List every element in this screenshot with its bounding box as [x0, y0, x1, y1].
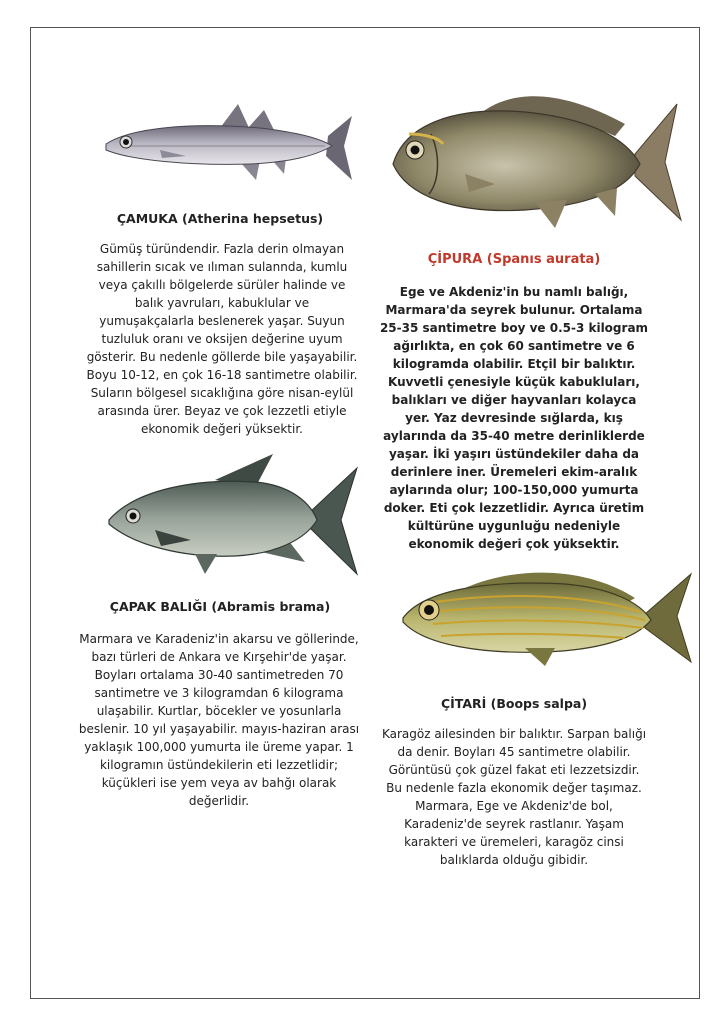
- capak-fish-image: [95, 450, 360, 580]
- camuka-fish-image: [100, 98, 355, 193]
- capak-title: ÇAPAK BALIĞI (Abramis brama): [109, 599, 331, 614]
- citari-title: ÇİTARİ (Boops salpa): [440, 696, 588, 711]
- capak-description: Marmara ve Karadeniz'in akarsu ve göllerinde, bazı türleri de Ankara ve Kırşehir'de yaşar. Boyları ortalama 30-40 santimetreden 70 santimetre ve 3 kilogramdan 6 kilograma ulaşabilir. Kurtlar, böcekler ve yosunlarla beslenir. 10 yıl yaşayabilir. mayıs-haziran arası yaklaşık 100,000 yumurta ile üreme yapar. 1 kilogramın üstündekilerin eti lezzetlidir; küçükleri ise yem veya av bahğı olarak değerlidir.: [78, 632, 360, 808]
- camuka-title: ÇAMUKA (Atherina hepsetus): [116, 211, 324, 226]
- citari-description: Karagöz ailesinden bir balıktır. Sarpan balığı da denir. Boyları 45 santimetre olabilir. Görüntüsü çok güzel fakat eti lezzetsizdir. Bu nedenle fazla ekonomik değer taşımaz. Marmara, Ege ve Akdeniz'de bol, Karadeniz'de seyrek rastlanır. Yaşam karakteri ve üremeleri, karagöz cinsi balıklarda olduğu gibidir.: [381, 727, 647, 867]
- cipura-description: Ege ve Akdeniz'in bu namlı balığı, Marmara'da seyrek bulunur. Ortalama 25-35 santimetre boy ve 0.5-3 kilogram ağırlıkta, en çok 60 santimetre ve 6 kilogramda olabilir. Etçil bir balıktır. Kuvvetli çenesiyle küçük kabukluları, balıkları ve diğer hayvanları kolayca yer. Yaz devresinde sığlarda, kış aylarında da 35-40 metre derinliklerde yaşar. İki yaşırı üstündekiler daha da derinlere iner. Üremeleri ekim-aralık aylarında olur; 100-150,000 yumurta doker. Eti çok lezzetlidir. Ayrıca üretim kültürüne uygunluğu nedeniyle ekonomik değeri çok yüksektir.: [379, 285, 649, 551]
- cipura-fish-image: [385, 84, 685, 234]
- cipura-title: ÇİPURA (Spanıs aurata): [427, 252, 601, 267]
- citari-fish-image: [395, 558, 695, 668]
- camuka-description: Gümüş türündendir. Fazla derin olmayan sahillerin sıcak ve ılıman sulannda, kumlu veya çakıllı bölgelerde sürüler halinde ve balık yavruları, kabuklular ve yumuşakçalarla beslenerek yaşar. Suyun tuzluluk oranı ve oksijen değerine uyum gösterir. Bu nedenle göllerde bile yaşayabilir. Boyu 10-12, en çok 16-18 santimetre olabilir. Suların bölgesel sıcaklığına göre nisan-eylül arasında ürer. Beyaz ve çok lezzetli etiyle ekonomik değeri yüksektir.: [86, 242, 358, 436]
